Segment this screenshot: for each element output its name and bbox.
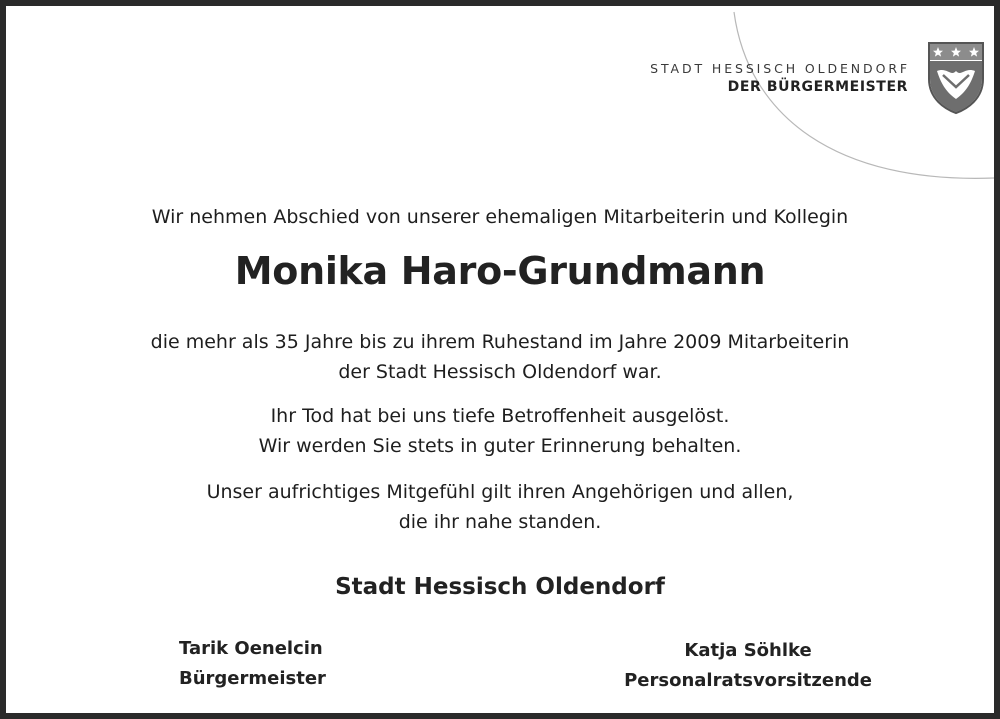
signature-staff-council bbox=[624, 636, 872, 696]
letterhead-city: STADT HESSISCH OLDENDORF bbox=[650, 61, 910, 76]
notice-intro: Wir nehmen Abschied von unserer ehemaligen Mitarbeiterin und Kollegin bbox=[151, 206, 849, 228]
notice-paragraph-condolence bbox=[6, 401, 994, 461]
signatory-title: Personalratsvorsitzende bbox=[624, 670, 872, 691]
signatory-name: Katja Söhlke bbox=[684, 640, 812, 661]
text-line: Ihr Tod hat bei uns tiefe Betroffenheit ausgelöst. bbox=[270, 405, 730, 427]
letterhead bbox=[650, 61, 908, 97]
organization-name: Stadt Hessisch Oldendorf bbox=[335, 574, 665, 600]
signatory-title: Bürgermeister bbox=[179, 668, 326, 689]
notice-paragraph-sympathy bbox=[6, 477, 994, 537]
text-line: Unser aufrichtiges Mitgefühl gilt ihren Angehörigen und allen, bbox=[206, 481, 794, 503]
signatory-name: Tarik Oenelcin bbox=[179, 638, 323, 659]
signature-mayor bbox=[179, 634, 326, 694]
text-line: die ihr nahe standen. bbox=[398, 511, 602, 533]
deceased-name: Monika Haro-Grundmann bbox=[234, 249, 766, 293]
text-line: der Stadt Hessisch Oldendorf war. bbox=[338, 361, 662, 383]
obituary-notice bbox=[6, 6, 994, 713]
city-coat-of-arms-icon bbox=[927, 41, 985, 115]
text-line: die mehr als 35 Jahre bis zu ihrem Ruhestand im Jahre 2009 Mitarbeiterin bbox=[150, 331, 850, 353]
notice-paragraph-service bbox=[6, 327, 994, 387]
text-line: Wir werden Sie stets in guter Erinnerung behalten. bbox=[258, 435, 742, 457]
letterhead-office: DER BÜRGERMEISTER bbox=[727, 79, 908, 95]
